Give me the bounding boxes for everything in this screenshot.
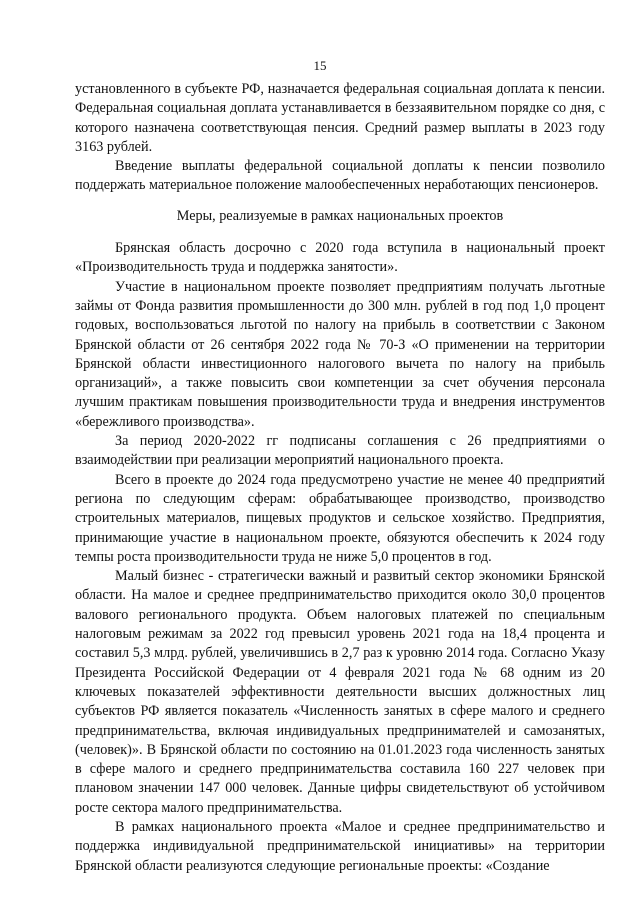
paragraph-continuation: установленного в субъекте РФ, назначается федеральная социальная доплата к пенсии. Федеральная социальная доплата устанавливается в беззаявительном порядке со дня, с которого назначена соответствующая пенсия. Средний размер выплаты в 2023 году 3163 рублей. (75, 81, 605, 155)
paragraph-small-business: Малый бизнес - стратегически важный и развитый сектор экономики Брянской области. На малое и среднее предпринимательство приходится около 30,0 процентов валового регионального продукта. Объем налоговых платежей по специальным налоговым режимам за 2022 год превысил уровень 2021 года на 18,4 процента и составил 5,3 млрд. рублей, увеличившись в 2,7 раз к уровню 2014 года. Согласно Указу Президента Российской Федерации от 4 февраля 2021 года № 68 одним из 20 ключевых показателей эффективности деятельности высших должностных лиц субъектов РФ является показатель «Численность занятых в сфере малого и среднего предпринимательства, включая индивидуальных предпринимателей и самозанятых, (человек)». В Брянской области по состоянию на 01.01.2023 года численность занятых в сфере малого и среднего предпринимательства составила 160 227 человек при плановом значении 147 000 человек. Данные цифры свидетельствуют об устойчивом росте сектора малого предпринимательства. (75, 568, 605, 816)
paragraph-participants: Всего в проекте до 2024 года предусмотрено участие не менее 40 предприятий региона по следующим сферам: обрабатывающее производство, производство строительных материалов, пищевых продуктов и сельское хозяйство. Предприятия, принимающие участие в национальном проекте, обязуются обеспечить к 2024 году темпы роста производительности труда не ниже 5,0 процентов в год. (75, 471, 605, 565)
page-content (75, 80, 605, 876)
section-heading: Меры, реализуемые в рамках национальных проектов (176, 207, 504, 224)
paragraph-agreements: За период 2020-2022 гг подписаны соглашения с 26 предприятиями о взаимодействии при реализации мероприятий национального проекта. (75, 433, 605, 469)
paragraph-social-supplement: Введение выплаты федеральной социальной доплаты к пенсии позволило поддержать материальное положение малообеспеченных неработающих пенсионеров. (75, 158, 605, 194)
page-number: 15 (313, 58, 327, 73)
paragraph-project-benefits: Участие в национальном проекте позволяет предприятиям получать льготные займы от Фонда развития промышленности до 300 млн. рублей в год под 1,0 процент годовых, воспользоваться льготой по налогу на прибыль в соответствии с Законом Брянской области от 26 сентября 2022 года № 70-З «О применении на территории Брянской области инвестиционного налогового вычета по налогу на прибыль организаций», а также повысить свои компетенции за счет обучения персонала лучшим практикам повышения производительности труда и внедрения инструментов «бережливого производства». (75, 278, 605, 430)
paragraph-national-project-entry: Брянская область досрочно с 2020 года вступила в национальный проект «Производительность труда и поддержка занятости». (75, 240, 605, 276)
paragraph-regional-projects: В рамках национального проекта «Малое и среднее предпринимательство и поддержка индивидуальной предпринимательской инициативы» на территории Брянской области реализуются следующие региональные проекты: «Создание (75, 818, 605, 874)
